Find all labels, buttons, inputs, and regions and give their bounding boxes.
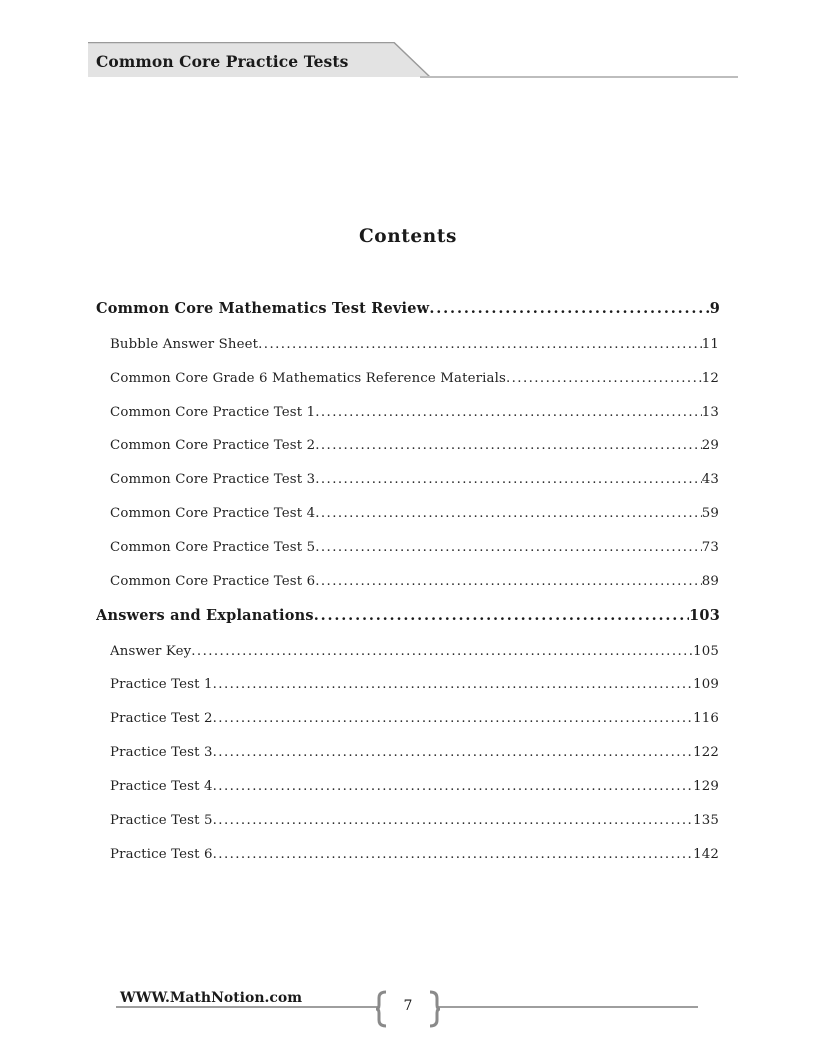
toc-page-number: 89 [701,574,719,589]
toc-page-number: 73 [701,540,719,555]
toc-dot-leader [315,438,702,453]
toc-label: Answers and Explanations [96,607,314,624]
footer-website: WWW.MathNotion.com [120,990,303,1006]
toc-entry-row [110,574,719,589]
toc-entry-row [110,745,719,760]
header-rule [420,76,738,78]
toc-entry-row [110,438,719,453]
toc-page-number: 11 [701,337,719,352]
toc-entry-row [110,371,719,386]
toc-dot-leader [213,813,694,828]
toc-label: Common Core Practice Test 5 [110,540,316,555]
toc-dot-leader [315,472,702,487]
toc-label: Common Core Grade 6 Mathematics Reference Materials [110,371,506,386]
toc-entry-row [110,779,719,794]
toc-label: Common Core Practice Test 3 [110,472,316,487]
toc-dot-leader [315,405,702,420]
toc-page-number: 43 [701,472,719,487]
toc-section-row [96,300,720,317]
toc-dot-leader [315,574,702,589]
toc-section-row [96,607,720,624]
toc-entry-row [110,540,719,555]
toc-dot-leader [191,644,693,659]
toc-page-number: 103 [689,607,720,624]
toc-entry-row [110,711,719,726]
toc-dot-leader [429,300,709,317]
toc-entry-row [110,472,719,487]
toc-label: Common Core Practice Test 4 [110,506,316,521]
toc-page-number: 105 [693,644,719,659]
toc-page-number: 29 [701,438,719,453]
toc-label: Common Core Mathematics Test Review [96,300,430,317]
toc-entry-row [110,337,719,352]
toc-label: Practice Test 5 [110,813,213,828]
toc-entry-row [110,813,719,828]
toc-label: Practice Test 4 [110,779,213,794]
toc-label: Common Core Practice Test 6 [110,574,316,589]
toc-dot-leader [315,506,702,521]
toc-entry-row [110,644,719,659]
toc-dot-leader [213,847,694,862]
toc-dot-leader [213,677,694,692]
toc-dot-leader [258,337,702,352]
toc-label: Practice Test 6 [110,847,213,862]
toc-label: Practice Test 3 [110,745,213,760]
toc-page-number: 129 [693,779,719,794]
toc-label: Practice Test 1 [110,677,213,692]
toc-entry-row [110,847,719,862]
toc-dot-leader [213,745,694,760]
footer-rule-right [438,1006,698,1008]
toc-entry-row [110,677,719,692]
toc-label: Common Core Practice Test 1 [110,405,316,420]
toc-page-number: 122 [693,745,719,760]
toc-page-number: 116 [693,711,719,726]
toc-dot-leader [506,371,702,386]
toc-label: Bubble Answer Sheet [110,337,259,352]
toc-page-number: 135 [693,813,719,828]
page-title: Contents [358,226,458,247]
toc-label: Practice Test 2 [110,711,213,726]
header-title: Common Core Practice Tests [96,52,349,71]
toc-page-number: 12 [701,371,719,386]
toc-dot-leader [213,779,694,794]
footer-rule-left [116,1006,378,1008]
toc-dot-leader [315,540,702,555]
toc-page-number: 59 [701,506,719,521]
toc-entry-row [110,405,719,420]
toc-page-number: 9 [709,300,720,317]
toc-dot-leader [314,607,689,624]
toc-label: Common Core Practice Test 2 [110,438,316,453]
toc-label: Answer Key [110,644,192,659]
page-number: 7 [403,998,413,1014]
toc-page-number: 109 [693,677,719,692]
toc-page-number: 142 [693,847,719,862]
toc-entry-row [110,506,719,521]
toc-dot-leader [213,711,694,726]
toc-page-number: 13 [701,405,719,420]
